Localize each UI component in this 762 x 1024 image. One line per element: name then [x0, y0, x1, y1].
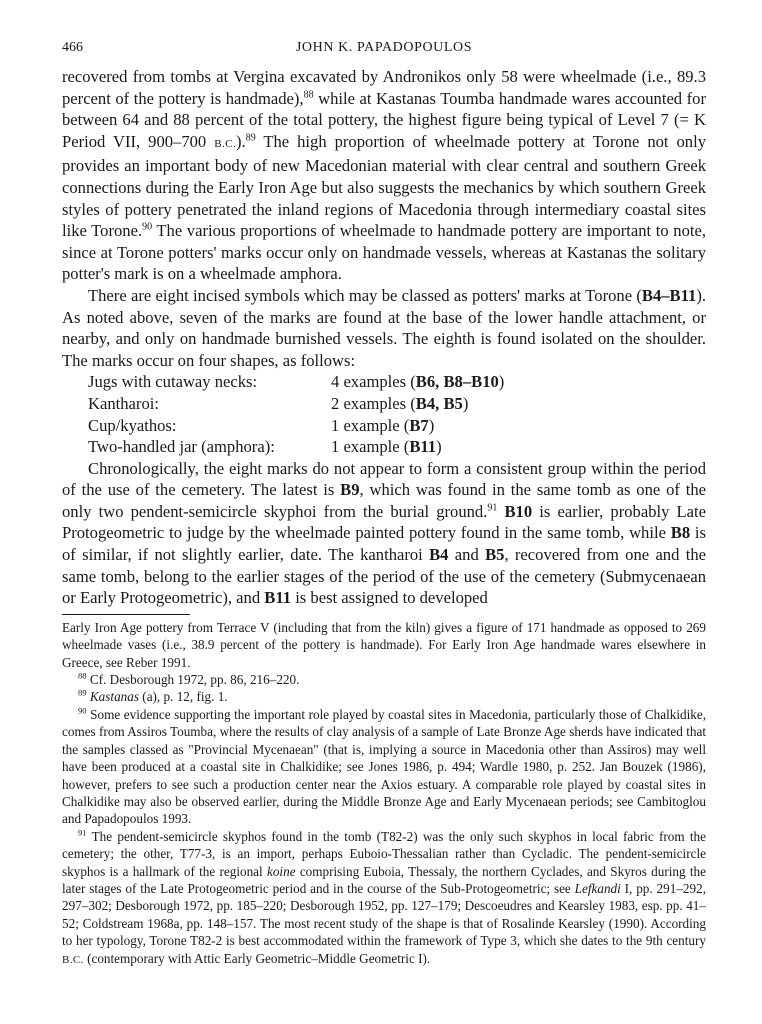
footnote-89: $^{89}$ Kastanas (a), p. 12, fig. 1.	[78, 688, 228, 705]
footnote-91: $^{91}$ The pendent-semicircle skyphos found in the tomb (T82-2) was the only such skyphos in local fabric from the cemetery; the other, T77-3, is an import, perhaps Euboio-Thessalian rather than Cycladic. The pendent-semicircle skyphos is a hallmark of the regional koine comprising Euboia, Thessaly, the northern Cyclades, and Skyros during the later stages of the Late Protogeometric period and in the course of the Sub-Protogeometric; see Lefkandi I, pp. 291–292, 297–302; Desborough 1972, pp. 185–220; Desborough 1952, pp. 127–179; Descoeudres and Kearsley 1983, esp. pp. 41–52; Coldstream 1968a, pp. 148–157. The most recent study of the shape is that of Rosalinde Kearsley (1990). According to her typology, Torone T82-2 is best accommodated within the framework of Type 3, which she dates to the 9th century B.C. (contemporary with Attic Early Geometric–Middle Geometric I).	[62, 827, 706, 966]
running-head	[62, 40, 706, 62]
footnote-88: $^{88}$ Cf. Desborough 1972, pp. 86, 216–220.	[78, 670, 300, 688]
shape-name: Jugs with cutaway necks:	[88, 372, 258, 392]
paragraph-2: There are eight incised symbols which may be classed as potters' marks at Torone (B4–B11). As noted above, seven of the marks are found at the base of the lower handle attachment, or nearby, and only on handmade burnished vessels. The eighth is found isolated on the shoulder. The marks occur on four shapes, as follows:	[62, 285, 706, 370]
shape-list-row	[88, 415, 504, 437]
footnote-90: $^{90}$ Some evidence supporting the important role played by coastal sites in Macedonia, particularly those of Chalkidike, comes from Assiros Toumba, where the results of clay analysis of a sample of Late Bronze Age sherds have indicated that the samples classed as "Provincial Mycenaean" (that is, implying a source in Macedonia other than Assiros) may well have been produced at a coastal site in Chalkidike; see Jones 1986, p. 494; Wardle 1980, p. 252. Jan Bouzek (1986), however, prefers to see such a production center near the Axios estuary. A comparable role played by coastal sites in Chalkidike may also be observed earlier, during the Middle Bronze Age and Early Mycenaean periods; see Cambitoglou and Papadopoulos 1993.	[62, 705, 706, 827]
footnotes	[62, 619, 706, 969]
shape-list-row	[88, 371, 504, 393]
footnote-divider	[62, 614, 190, 615]
shape-count: 1 example (B11)	[331, 437, 442, 457]
footnote-ref-88[interactable]: 88	[303, 89, 314, 101]
running-title: JOHN K. PAPADOPOULOS	[295, 40, 473, 55]
shape-list-row	[88, 436, 504, 458]
shape-name: Two-handled jar (amphora):	[88, 437, 275, 457]
page-number: 466	[62, 40, 83, 55]
footnote-ref-90[interactable]: 90	[142, 221, 153, 233]
paragraph-1: recovered from tombs at Vergina excavated by Andronikos only 58 were wheelmade (i.e., 89.3 percent of the pottery is handmade),$^{88}$ while at Kastanas Toumba handmade wares accounted for between 64 and 88 percent of the total pottery, the highest figure being typical of Level 7 (= K Period VII, 900–700 B.C.).$^{89}$ The high proportion of wheelmade pottery at Torone not only provides an important body of new Macedonian material with clear central and southern Greek connections during the Early Iron Age but also suggests the mechanics by which southern Greek styles of pottery penetrated the inland regions of Macedonia through intermediary coastal sites like Torone.$^{90}$ The various proportions of wheelmade to handmade pottery are important to note, since at Torone potters' marks occur only on handmade vessels, whereas at Kastanas the solitary potter's mark is on a wheelmade amphora.	[62, 67, 707, 284]
shape-count: 1 example (B7)	[331, 415, 435, 435]
shape-count: 2 examples (B4, B5)	[331, 393, 469, 413]
footnote-ref-91[interactable]: 91	[487, 502, 498, 514]
shape-count: 4 examples (B6, B8–B10)	[331, 372, 505, 392]
shape-list	[88, 371, 504, 457]
footnote-ref-89[interactable]: 89	[245, 132, 256, 144]
footnote-continuation: Early Iron Age pottery from Terrace V (including that from the kiln) gives a figure of 171 handmade as opposed to 269 wheelmade vases (i.e., 38.9 percent of the pottery is handmade). For Early Iron Age handmade wares elsewhere in Greece, see Reber 1991.	[62, 619, 706, 670]
bc-abbrev: B.C.	[214, 137, 236, 150]
catalog-ref: B4–B11	[641, 285, 697, 305]
shape-name: Kantharoi:	[88, 393, 159, 413]
shape-list-row	[88, 393, 504, 415]
page	[62, 40, 706, 969]
shape-name: Cup/kyathos:	[88, 415, 177, 435]
paragraph-3: Chronologically, the eight marks do not appear to form a consistent group within the period of the use of the cemetery. The latest is B9, which was found in the same tomb as one of the only two pendent-semicircle skyphoi from the burial ground.$^{91}$ B10 is earlier, probably Late Protogeometric to judge by the wheelmade painted pottery found in the same tomb, while B8 is of similar, if not slightly earlier, date. The kantharoi B4 and B5, recovered from one and the same tomb, belong to the earlier stages of the period of the use of the cemetery (Submycenaean or Early Protogeometric), and B11 is best assigned to developed	[62, 458, 706, 608]
body-text	[62, 66, 706, 609]
